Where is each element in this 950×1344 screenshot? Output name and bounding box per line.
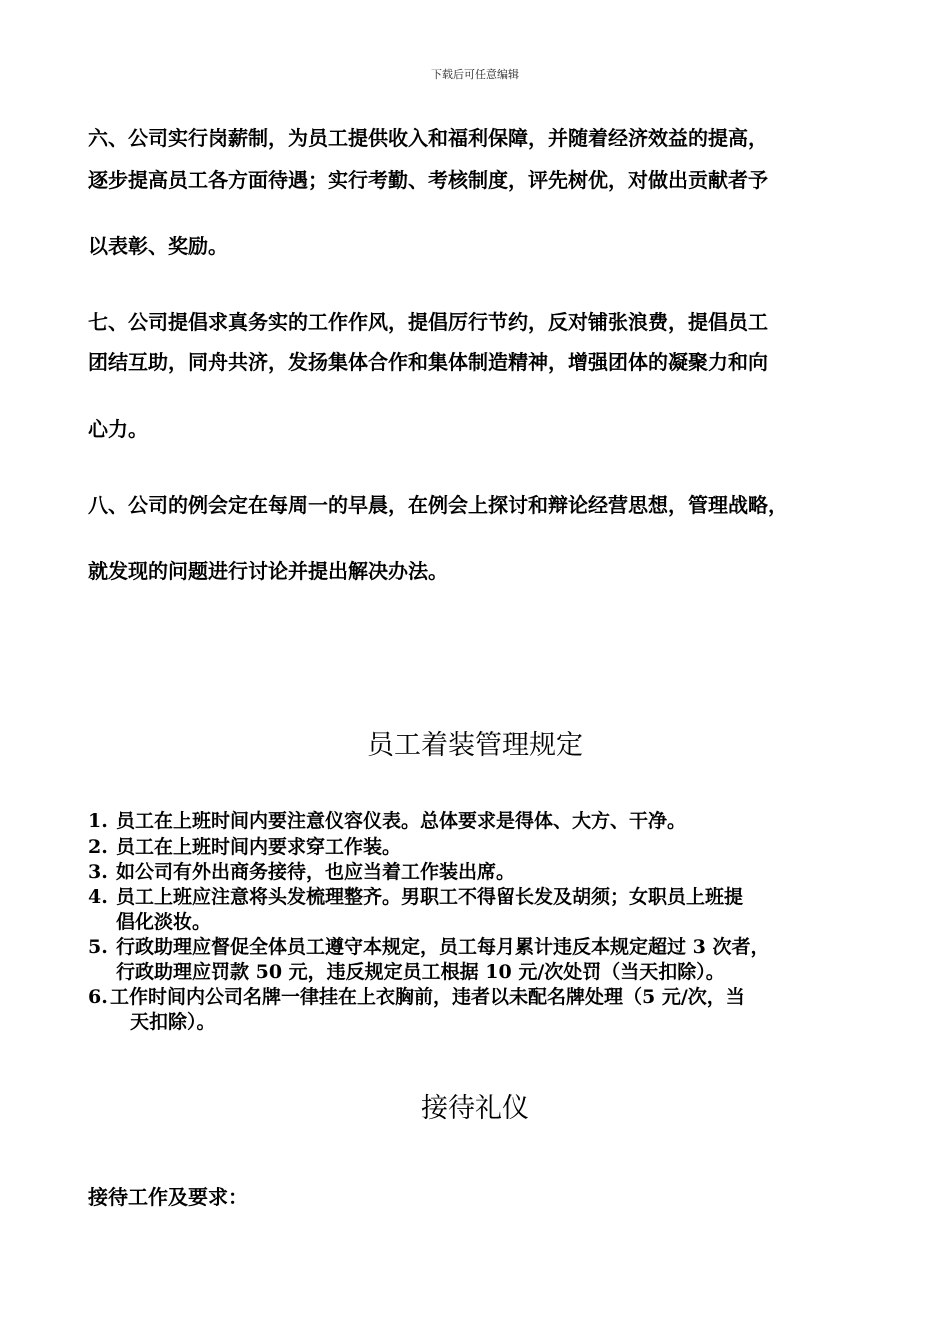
paragraph-line: 八、公司的例会定在每周一的早晨，在例会上探讨和辩论经营思想，管理战略， [88,493,788,517]
list-item-continuation: 行政助理应罚款 50 元，违反规定员工根据 10 元/次处罚（当天扣除）。 [116,961,725,983]
list-item [88,882,743,909]
list-item-continuation: 倡化淡妆。 [116,911,212,933]
list-item-text: 员工在上班时间内要求穿工作装。 [116,836,402,858]
list-item [88,832,401,859]
list-item-text: 行政助理应督促全体员工遵守本规定，员工每月累计违反本规定超过 3 次者， [116,936,770,958]
list-item-number: 1. [88,810,108,832]
list-item [88,932,769,959]
paragraph-line: 以表彰、奖励。 [88,234,228,258]
list-item-continuation: 天扣除）。 [130,1011,216,1033]
dress-section-title: 员工着装管理规定 [367,730,583,761]
list-item-number: 5. [88,936,108,958]
paragraph-line: 七、公司提倡求真务实的工作作风，提倡厉行节约，反对铺张浪费，提倡员工 [88,310,768,334]
list-item [88,857,515,884]
page-header: 下载后可任意编辑 [431,68,519,81]
paragraph-line: 就发现的问题进行讨论并提出解决办法。 [88,559,448,583]
reception-subtitle: 接待工作及要求： [88,1185,248,1209]
list-item-number: 4. [88,886,108,908]
list-item-text: 如公司有外出商务接待，也应当着工作装出席。 [116,861,516,883]
reception-section-title: 接待礼仪 [421,1093,529,1124]
paragraph-line: 心力。 [88,417,148,441]
list-item-text: 员工在上班时间内要注意仪容仪表。总体要求是得体、大方、干净。 [116,810,687,832]
paragraph-line: 逐步提高员工各方面待遇；实行考勤、考核制度，评先树优，对做出贡献者予 [88,168,768,192]
paragraph-line: 团结互助，同舟共济，发扬集体合作和集体制造精神，增强团体的凝聚力和向 [88,350,768,374]
list-item-text: 员工上班应注意将头发梳理整齐。男职工不得留长发及胡须；女职员上班提 [116,886,744,908]
list-item [88,806,686,833]
list-item [88,982,745,1009]
list-item-text: 工作时间内公司名牌一律挂在上衣胸前，违者以未配名牌处理（5 元/次，当 [110,986,745,1008]
list-item-number: 6. [88,986,108,1008]
list-item-number: 3. [88,861,108,883]
list-item-number: 2. [88,836,108,858]
paragraph-line: 六、公司实行岗薪制，为员工提供收入和福利保障，并随着经济效益的提高， [88,126,768,150]
